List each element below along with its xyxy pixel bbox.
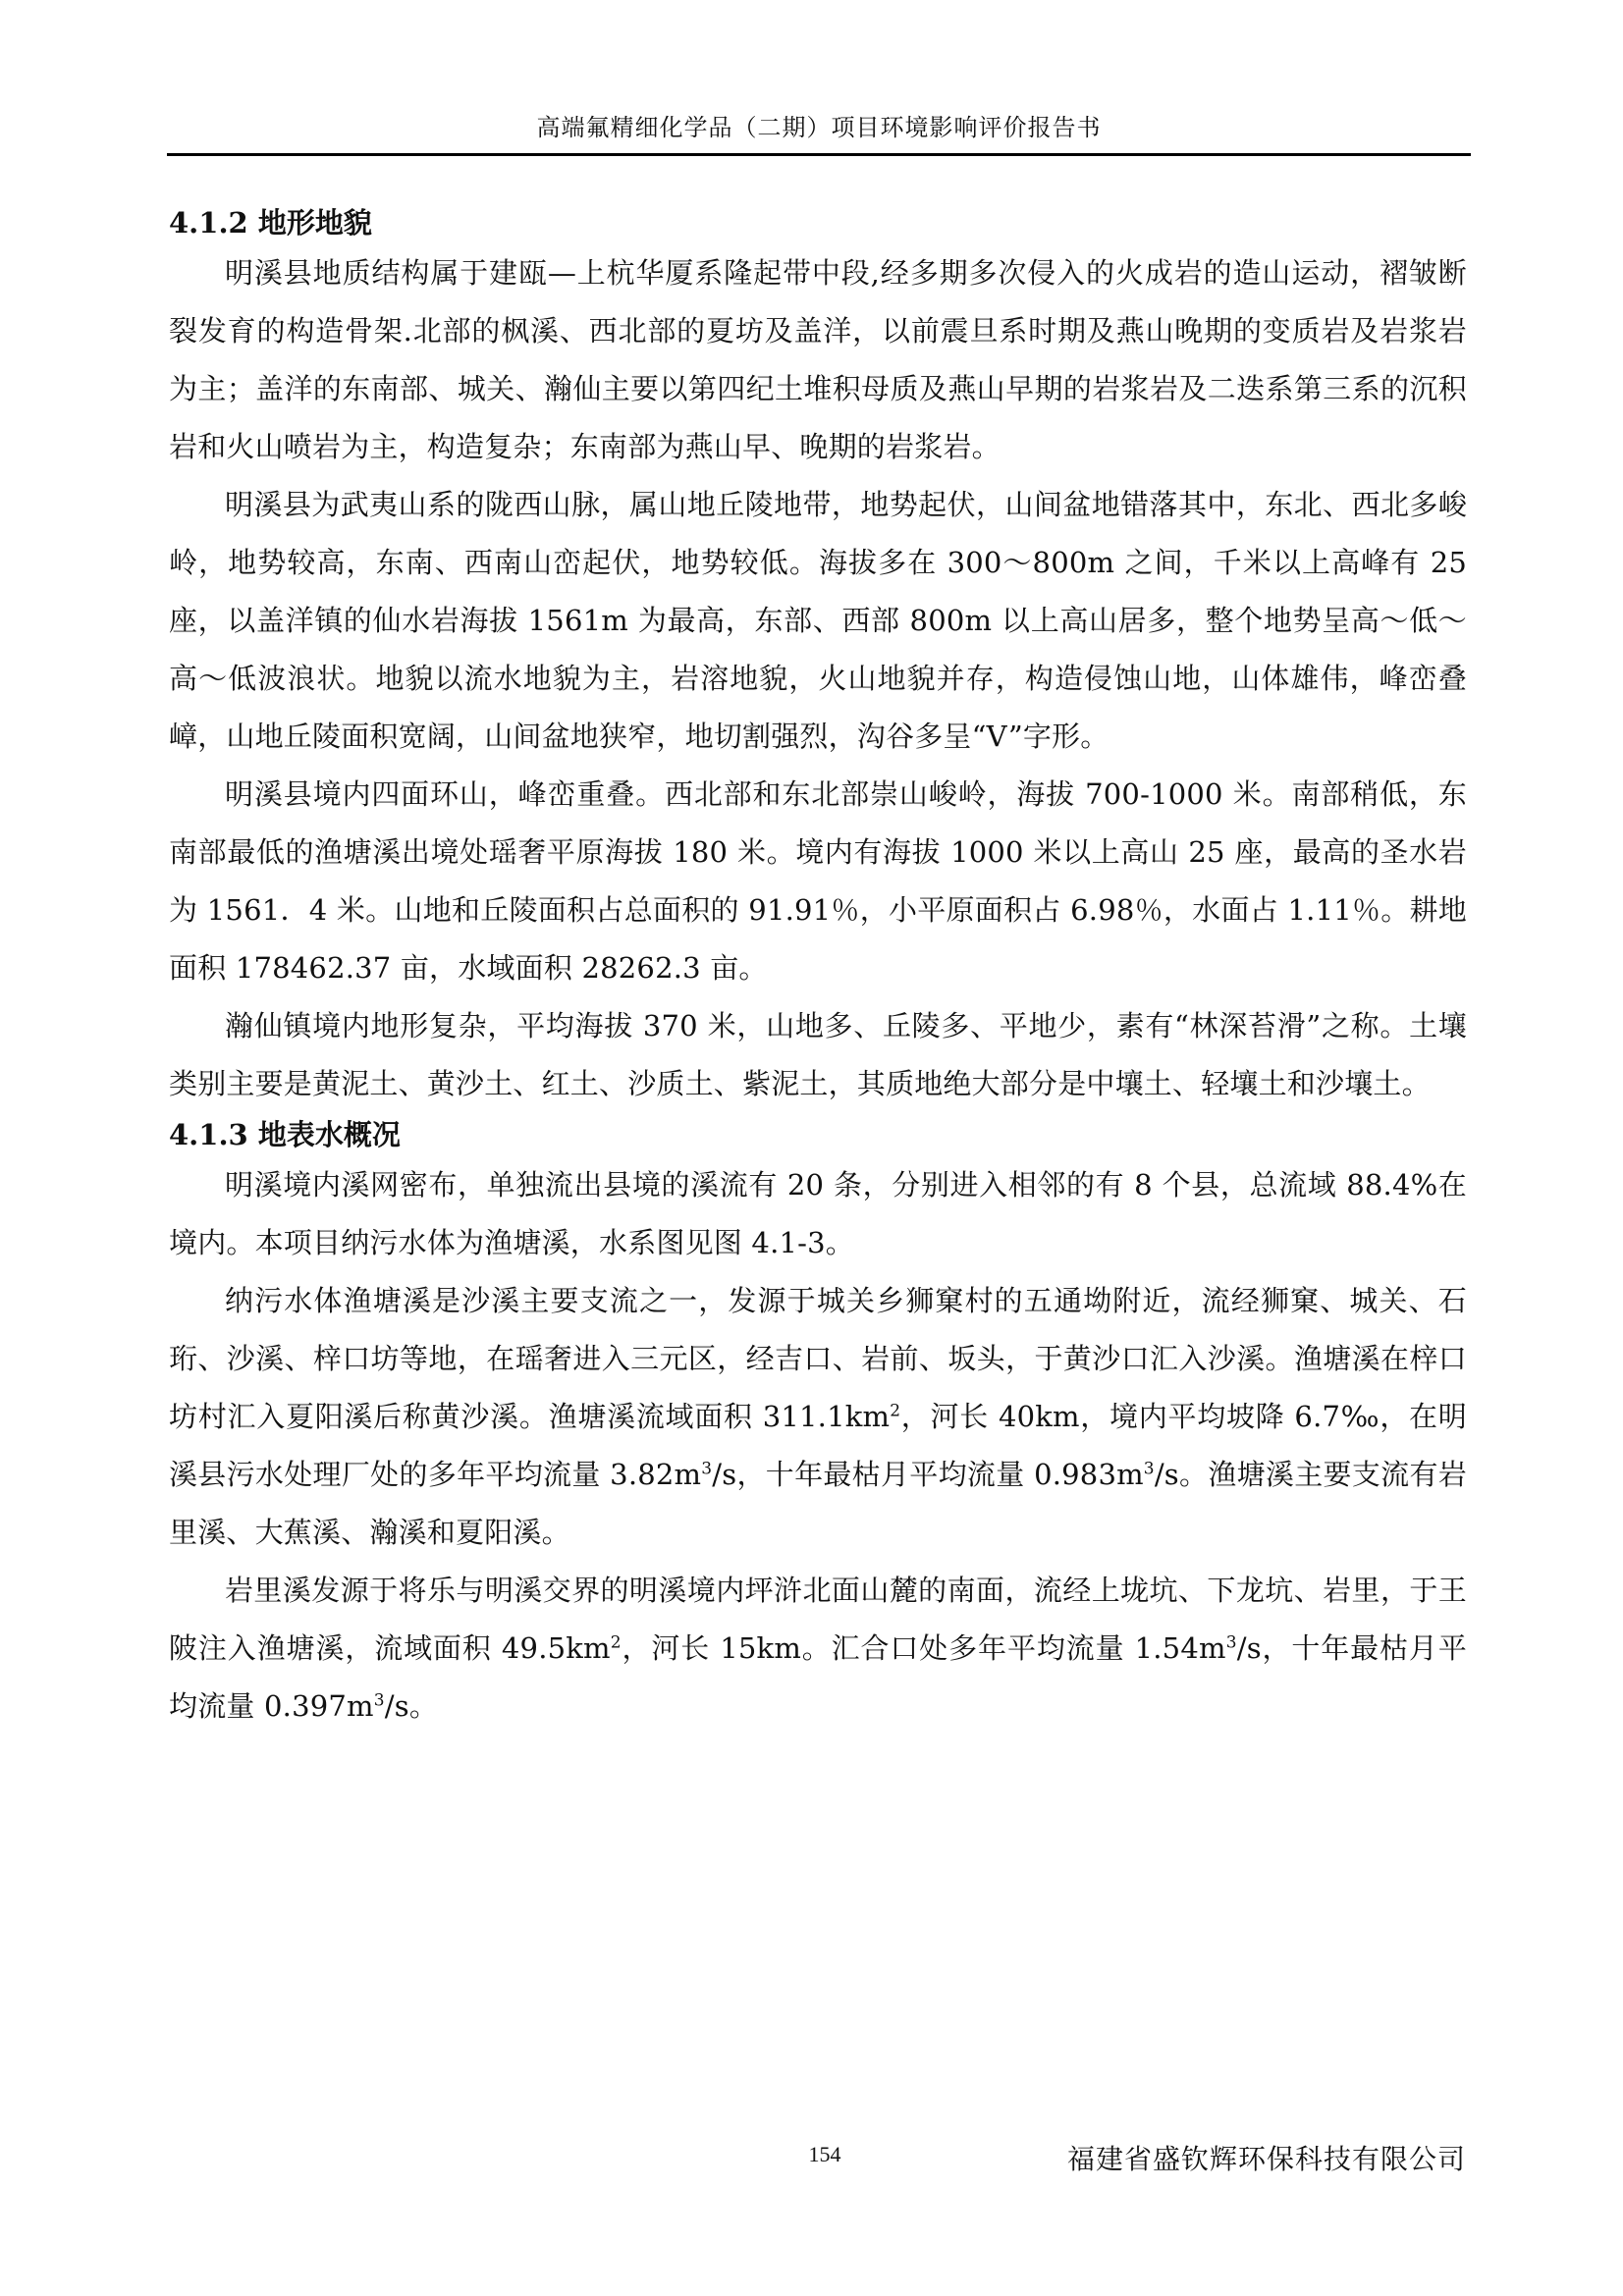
text-run: ，河长 40km，境内平均坡降 6.7‰，在明溪县污水处理厂处的多年平均流量 3.82m (169, 1400, 1468, 1491)
text-run: 岩里溪发源于将乐与明溪交界的明溪境内坪浒北面山麓的南面，流经上垅坑、下龙坑、岩里，于王陂注入渔塘溪，流域面积 49.5km (169, 1574, 1467, 1665)
paragraph-yanli-stream (169, 1562, 1467, 1735)
paragraph-streams: 明溪境内溪网密布，单独流出县境的溪流有 20 条，分别进入相邻的有 8 个县，总流域 88.4%在境内。本项目纳污水体为渔塘溪，水系图见图 4.1-3。 (169, 1168, 1467, 1259)
paragraph-terrain: 明溪县为武夷山系的陇西山脉，属山地丘陵地带，地势起伏，山间盆地错落其中，东北、西北多峻岭，地势较高，东南、西南山峦起伏，地势较低。海拔多在 300～800m 之间，千米以上高峰有 25 座，以盖洋镇的仙水岩海拔 1561m 为最高，东部、西部 800m 以上高山居多，整个地势呈高～低～高～低波浪状。地貌以流水地貌为主，岩溶地貌，火山地貌并存，构造侵蚀山地，山体雄伟，峰峦叠嶂，山地丘陵面积宽阔，山间盆地狭窄，地切割强烈，沟谷多呈“V”字形。 (169, 488, 1467, 753)
superscript: 2 (890, 1401, 901, 1421)
text-run: ，河长 15km。汇合口处多年平均流量 1.54m (621, 1631, 1226, 1665)
header-title: 高端氟精细化学品（二期）项目环境影响评价报告书 (536, 114, 1102, 141)
superscript: 3 (1225, 1632, 1237, 1653)
superscript: 2 (610, 1632, 622, 1653)
text-run: /s。 (384, 1689, 439, 1723)
footer-company: 福建省盛钦辉环保科技有限公司 (1066, 2143, 1466, 2175)
text-run: /s，十年最枯月平均流量 0.397m (169, 1631, 1468, 1723)
superscript: 3 (373, 1690, 385, 1711)
superscript: 3 (1143, 1459, 1155, 1479)
text-run: 纳污水体渔塘溪是沙溪主要支流之一，发源于城关乡狮窠村的五通坳附近，流经狮窠、城关、石珩、沙溪、梓口坊等地，在瑶奢进入三元区，经吉口、岩前、坂头，于黄沙口汇入沙溪。渔塘溪在梓口坊村汇入夏阳溪后称黄沙溪。渔塘溪流域面积 311.1km (169, 1284, 1467, 1433)
section-title-4-1-3: 4.1.3 地表水概况 (169, 1118, 401, 1151)
page-content (169, 201, 1467, 1735)
page-number: 154 (808, 2142, 841, 2166)
paragraph-elevation: 明溪县境内四面环山，峰峦重叠。西北部和东北部崇山峻岭，海拔 700-1000 米。南部稍低，东南部最低的渔塘溪出境处瑶奢平原海拔 180 米。境内有海拔 1000 米以上高山 25 座，最高的圣水岩为 1561．4 米。山地和丘陵面积占总面积的 91.91％，小平原面积占 6.98％，水面占 1.11％。耕地面积 178462.37 亩，水域面积 28262.3 亩。 (169, 777, 1467, 985)
paragraph-hanxian-town: 瀚仙镇境内地形复杂，平均海拔 370 米，山地多、丘陵多、平地少，素有“林深苔滑”之称。土壤类别主要是黄泥土、黄沙土、红土、沙质土、紫泥土，其质地绝大部分是中壤土、轻壤土和沙壤土。 (169, 1009, 1467, 1100)
paragraph-geology: 明溪县地质结构属于建瓯—上杭华厦系隆起带中段,经多期多次侵入的火成岩的造山运动，褶皱断裂发育的构造骨架.北部的枫溪、西北部的夏坊及盖洋，以前震旦系时期及燕山晚期的变质岩及岩浆岩为主；盖洋的东南部、城关、瀚仙主要以第四纪土堆积母质及燕山早期的岩浆岩及二迭系第三系的沉积岩和火山喷岩为主，构造复杂；东南部为燕山早、晚期的岩浆岩。 (169, 256, 1467, 463)
section-title-4-1-2: 4.1.2 地形地貌 (169, 206, 372, 240)
paragraph-yutang-stream (169, 1272, 1467, 1562)
superscript: 3 (701, 1459, 713, 1479)
text-run: /s。渔塘溪主要支流有岩里溪、大蕉溪、瀚溪和夏阳溪。 (169, 1458, 1467, 1549)
text-run: /s，十年最枯月平均流量 0.983m (712, 1458, 1144, 1491)
page-header (167, 110, 1471, 156)
